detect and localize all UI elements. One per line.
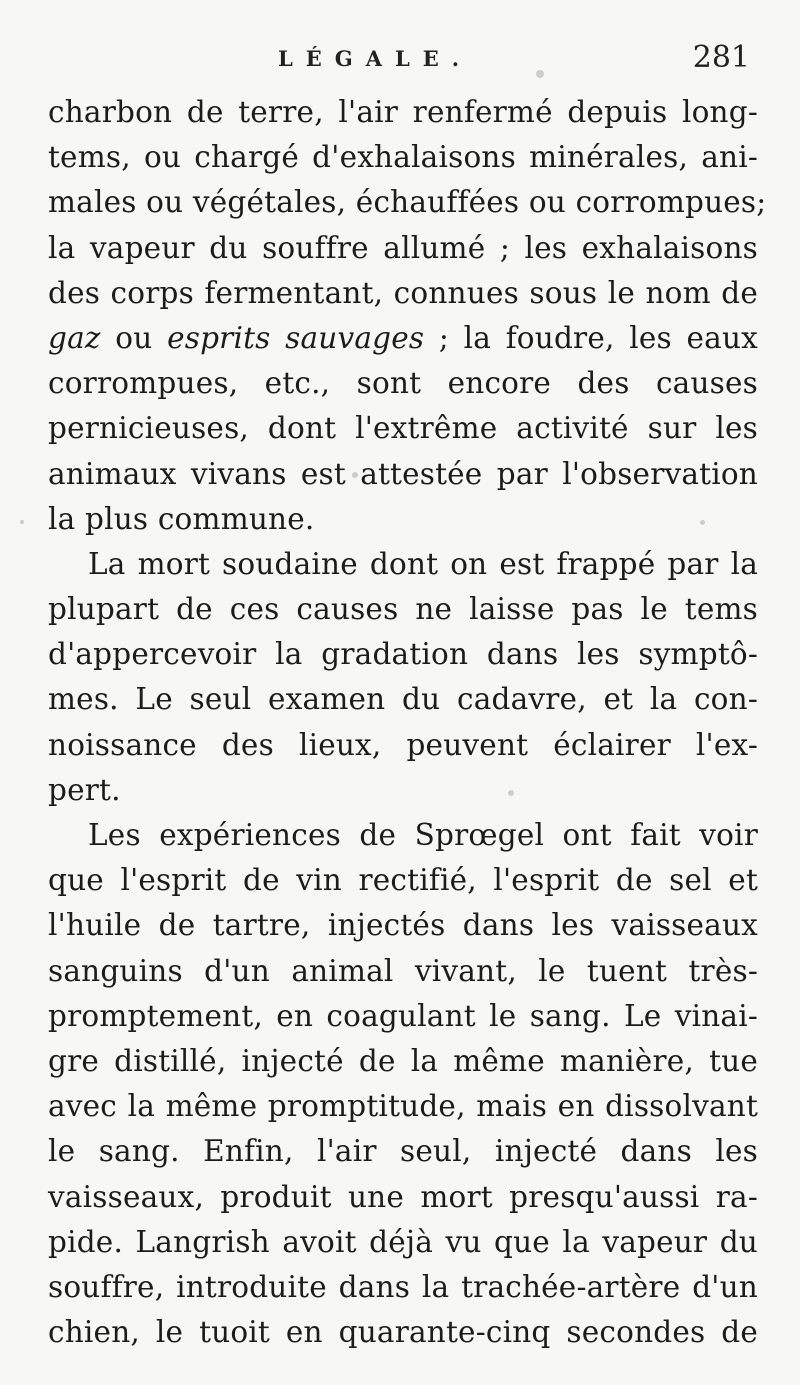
paper-speck <box>508 790 514 796</box>
paper-speck <box>352 472 358 478</box>
text-line-italic <box>48 316 758 361</box>
page-number: 281 <box>692 40 750 75</box>
body-text <box>48 90 767 1355</box>
paper-speck <box>536 70 544 78</box>
paper-speck <box>20 520 24 524</box>
text-line-paragraph-end: la plus commune. <box>48 501 315 536</box>
text-line: animaux vivans est attestée par l'observation <box>48 456 758 491</box>
text-line: pernicieuses, dont l'extrême activité sur les <box>48 411 758 446</box>
text-line: l'huile de tartre, injectés dans les vaisseaux <box>48 908 758 943</box>
text-line: avec la même promptitude, mais en dissolvant <box>48 1089 758 1124</box>
paper-speck <box>700 520 705 525</box>
text-line: chien, le tuoit en quarante-cinq secondes de <box>48 1315 758 1350</box>
text-line-paragraph-end: pert. <box>48 772 121 807</box>
text-line: le sang. Enfin, l'air seul, injecté dans les <box>48 1134 758 1169</box>
text-segment: ou <box>100 320 168 355</box>
text-line: corrompues, etc., sont encore des causes <box>48 366 758 401</box>
text-line: d'appercevoir la gradation dans les symptô- <box>48 637 758 672</box>
text-line: plupart de ces causes ne laisse pas le tems <box>48 592 758 627</box>
running-head: LÉGALE. <box>278 46 473 71</box>
italic-term-gaz: gaz <box>48 320 101 355</box>
text-line: promptement, en coagulant le sang. Le vinai- <box>48 998 758 1033</box>
text-line: souffre, introduite dans la trachée-artère d'un <box>48 1269 758 1304</box>
text-line: gre distillé, injecté de la même manière, tue <box>48 1043 758 1078</box>
text-line: la vapeur du souffre allumé ; les exhalaisons <box>48 230 758 265</box>
text-line-paragraph-start: Les expériences de Sprœgel ont fait voir <box>88 818 758 852</box>
page-header <box>0 40 800 84</box>
text-segment: ; la foudre, les eaux <box>424 320 758 355</box>
text-line: tems, ou chargé d'exhalaisons minérales, ani- <box>48 140 758 175</box>
text-line: pide. Langrish avoit déjà vu que la vapeur du <box>48 1224 758 1259</box>
text-line: sanguins d'un animal vivant, le tuent très- <box>48 953 758 988</box>
text-line: vaisseaux, produit une mort presqu'aussi ra- <box>48 1179 758 1214</box>
text-line: males ou végétales, échauffées ou corrompues; <box>48 185 767 220</box>
text-line: charbon de terre, l'air renfermé depuis long- <box>48 95 758 129</box>
italic-term-esprits-sauvages: esprits sauvages <box>167 320 425 355</box>
text-line: noissance des lieux, peuvent éclairer l'ex- <box>48 727 758 762</box>
text-line: mes. Le seul examen du cadavre, et la con- <box>48 682 758 717</box>
text-line: des corps fermentant, connues sous le nom de <box>48 275 758 310</box>
text-line: que l'esprit de vin rectifié, l'esprit de sel et <box>48 863 758 898</box>
text-line-paragraph-start: La mort soudaine dont on est frappé par la <box>88 546 758 581</box>
